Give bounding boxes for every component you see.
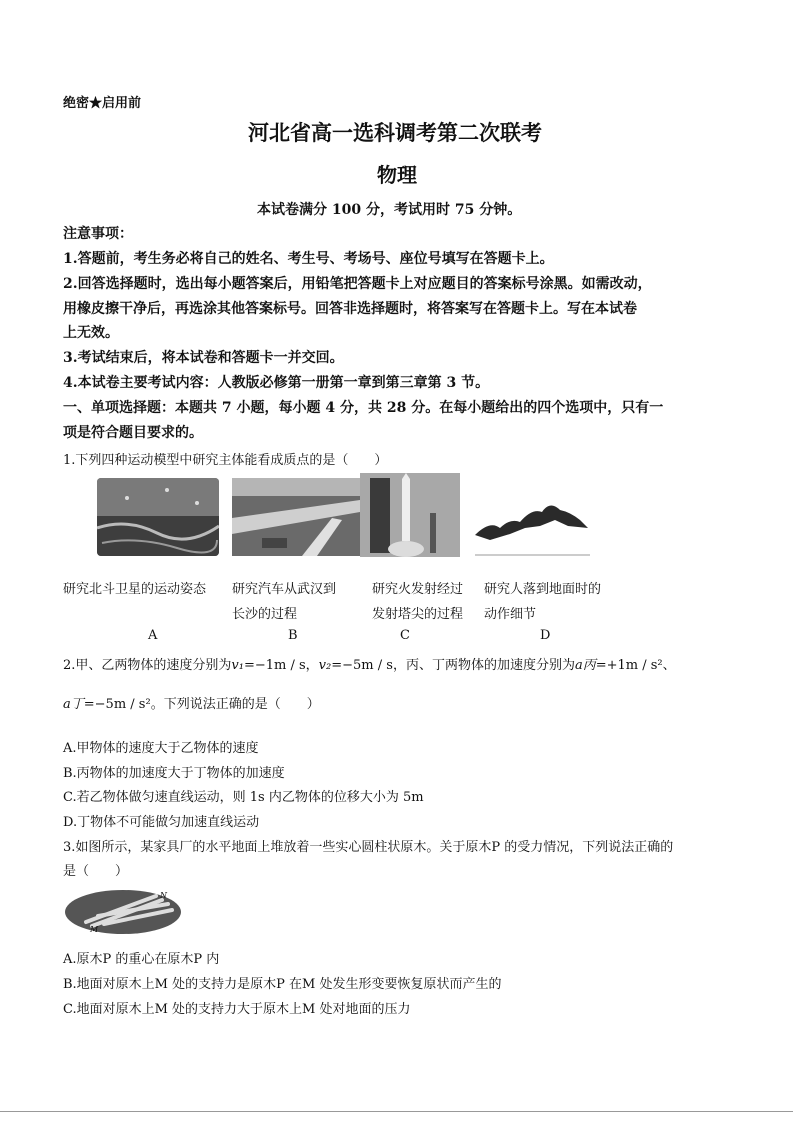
q2-stem-c: 。下列说法正确的是（ ） [150, 697, 320, 712]
q1-stem: 1.下列四种运动模型中研究主体能看成质点的是（ ） [63, 453, 388, 468]
q2-option-c: C.若乙物体做匀速直线运动，则 1s 内乙物体的位移大小为 5m [63, 790, 424, 805]
section1-line2: 项是符合题目要求的。 [63, 425, 203, 441]
confidential-mark: 绝密★启用前 [63, 96, 142, 111]
q1-letter-a: A [148, 628, 158, 643]
note-3: 3.考试结束后，将本试卷和答题卡一并交回。 [63, 350, 344, 366]
q2-stem-line1 [63, 654, 676, 673]
car-road-photo-icon [232, 478, 360, 556]
logs-pile-icon [64, 884, 182, 934]
subject-title: 物理 [377, 163, 417, 187]
q3-option-a: A.原木P 的重心在原木P 内 [63, 952, 220, 967]
rocket-launch-photo-icon [360, 473, 460, 557]
q1-photo-a [97, 478, 219, 556]
q3-figure [64, 884, 182, 934]
q3-stem-line1: 3.如图所示，某家具厂的水平地面上堆放着一些实心圆柱状原木。关于原木P 的受力情况，下列说法正确的 [63, 840, 674, 855]
section1-line1: 一、单项选择题：本题共 7 小题，每小题 4 分，共 28 分。在每小题给出的四个选项中，只有一 [63, 400, 664, 416]
q3-option-b: B.地面对原木上M 处的支持力是原木P 在M 处发生形变要恢复原状而产生的 [63, 977, 502, 992]
q2-stem-line2 [63, 693, 320, 712]
q1-option-d-caption2: 动作细节 [484, 607, 537, 622]
q1-photo-b [232, 478, 360, 556]
q1-option-c-caption2: 发射塔尖的过程 [372, 607, 464, 622]
q2-option-d: D.丁物体不可能做匀加速直线运动 [63, 815, 260, 830]
q1-letter-b: B [288, 628, 298, 643]
q3-stem-line2: 是（ ） [63, 864, 129, 879]
note-4: 4.本试卷主要考试内容：人教版必修第一册第一章到第三章第 3 节。 [63, 375, 490, 391]
q1-letter-c: C [400, 628, 410, 643]
q1-option-c-caption: 研究火发射经过 [372, 582, 464, 597]
q1-option-b-caption: 研究汽车从武汉到 [232, 582, 337, 597]
long-jump-photo-icon [470, 490, 595, 560]
q2-a-ding-symbol: a丁 [63, 697, 84, 712]
q2-v1-symbol: v₁ [231, 658, 244, 673]
fig-label-m: M [90, 925, 99, 934]
q2-a-ding-value: =−5m / s² [83, 697, 151, 712]
note-1: 1.答题前，考生务必将自己的姓名、考生号、考场号、座位号填写在答题卡上。 [63, 251, 554, 267]
q2-a-bing-symbol: a丙 [574, 658, 596, 673]
satellite-photo-icon [97, 478, 219, 556]
q2-v2-symbol: v₂ [318, 658, 332, 673]
q3-option-c: C.地面对原木上M 处的支持力大于原木上M 处对地面的压力 [63, 1002, 411, 1017]
q1-option-a-caption: 研究北斗卫星的运动姿态 [63, 582, 207, 597]
note-2-line3: 上无效。 [63, 325, 119, 341]
q2-option-b: B.丙物体的加速度大于丁物体的加速度 [63, 766, 285, 781]
q2-v2-value: =−5m / s [331, 658, 393, 673]
page-bottom-rule [0, 1111, 793, 1112]
q1-photo-d [470, 490, 595, 560]
notes-heading: 注意事项： [63, 226, 133, 242]
note-2-line2: 用橡皮擦干净后，再选涂其他答案标号。回答非选择题时，将答案写在答题卡上。写在本试卷 [63, 301, 637, 317]
q1-option-d-caption: 研究人落到地面时的 [484, 582, 602, 597]
q2-option-a: A.甲物体的速度大于乙物体的速度 [63, 741, 259, 756]
q2-stem-b: ，丙、丁两物体的加速度分别为 [392, 658, 575, 673]
note-2-line1: 2.回答选择题时，选出每小题答案后，用铅笔把答题卡上对应题目的答案标号涂黑。如需改动， [63, 276, 652, 292]
fig-label-n: N [160, 891, 167, 900]
q1-option-b-caption2: 长沙的过程 [232, 607, 298, 622]
q2-stem-a: 2.甲、乙两物体的速度分别为 [63, 658, 232, 673]
page-title: 河北省高一选科调考第二次联考 [248, 120, 542, 145]
q1-letter-d: D [540, 628, 551, 643]
q1-photo-c [360, 473, 460, 557]
exam-info: 本试卷满分 100 分，考试用时 75 分钟。 [257, 202, 522, 218]
q2-v1-value: =−1m / s， [243, 658, 319, 673]
q2-a-bing-value: =+1m / s²、 [595, 658, 676, 673]
